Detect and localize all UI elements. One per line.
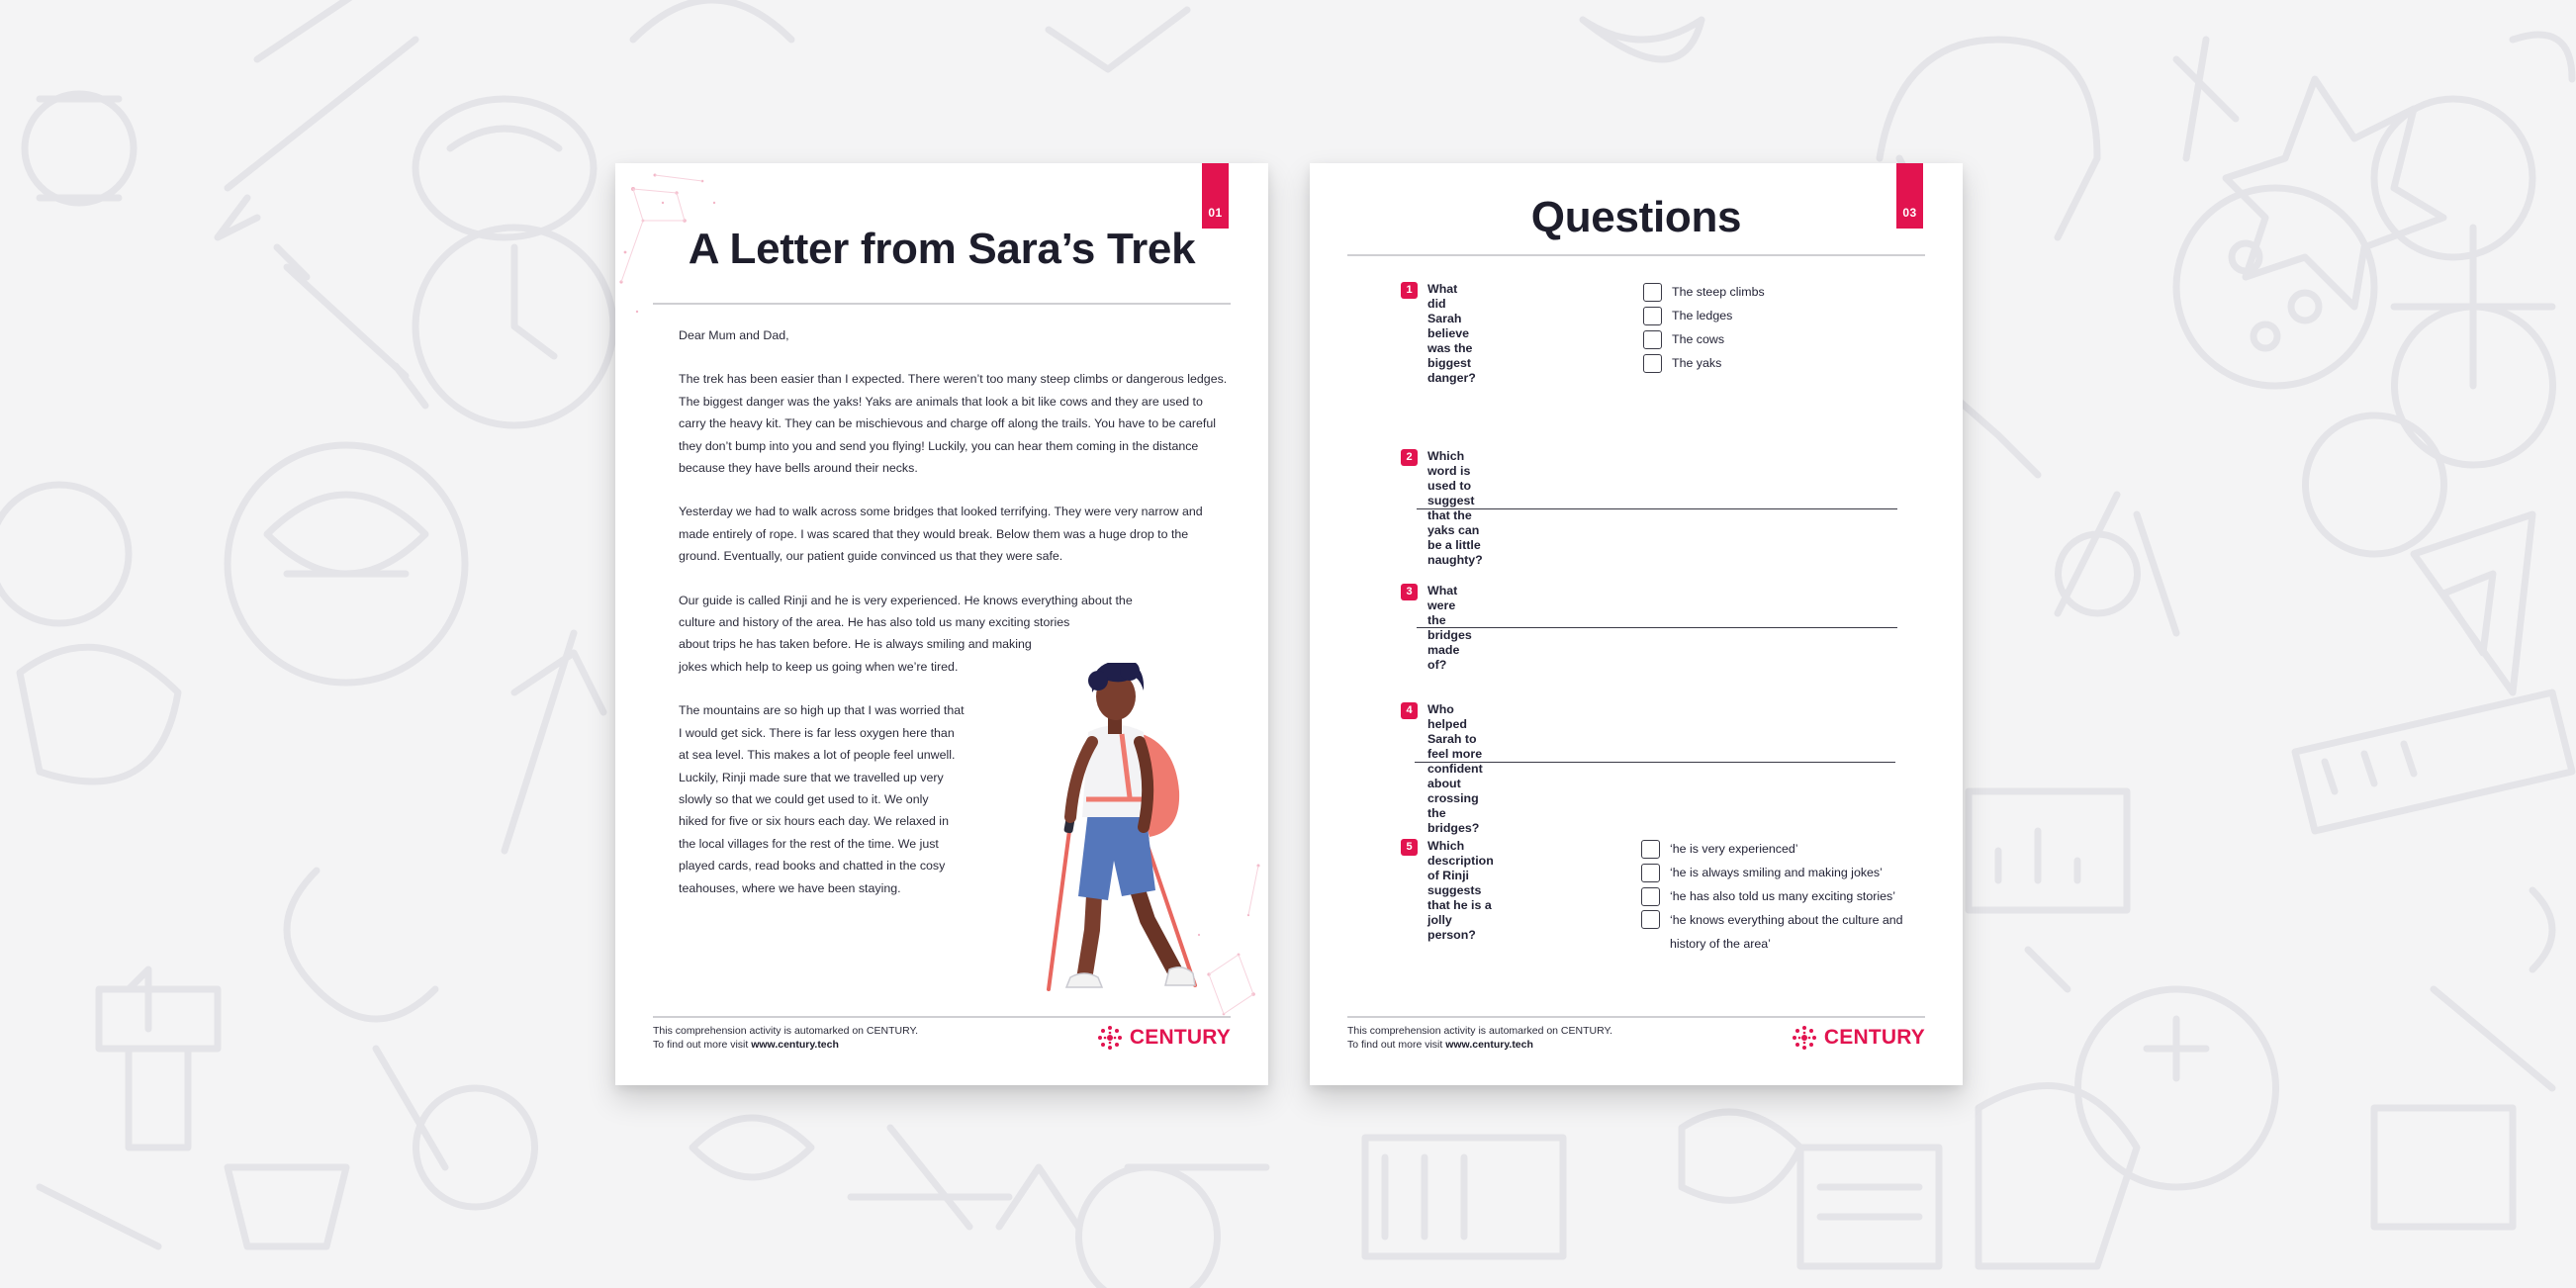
checkbox[interactable] — [1641, 910, 1660, 929]
brand-name: CENTURY — [1823, 1026, 1925, 1049]
brand-name: CENTURY — [1129, 1026, 1231, 1049]
checkbox[interactable] — [1643, 330, 1662, 349]
century-logo-icon — [1096, 1024, 1124, 1052]
question-text-line: Who helped Sarah to feel more confident about — [1427, 702, 1483, 790]
question-number: 1 — [1401, 282, 1418, 299]
page-number-tab: 03 — [1896, 163, 1923, 229]
footer-line-prefix: To find out more visit — [1347, 1039, 1446, 1051]
answer-line[interactable] — [1417, 508, 1897, 509]
question-text-line: Which word is used to suggest that the yaks can — [1427, 449, 1480, 537]
question-number: 4 — [1401, 702, 1418, 719]
brand-logo — [1791, 1024, 1925, 1052]
answer-option[interactable] — [1641, 837, 1927, 861]
letter-paragraph-4-line: teahouses, where we have been staying. — [679, 880, 901, 895]
letter-greeting: Dear Mum and Dad, — [679, 328, 789, 342]
footer-line-prefix: To find out more visit — [653, 1039, 752, 1051]
answer-option[interactable] — [1643, 280, 1765, 304]
brand-logo — [1096, 1024, 1231, 1052]
page-number-tab: 01 — [1202, 163, 1229, 229]
footer-divider — [1347, 1016, 1925, 1018]
checkbox[interactable] — [1643, 283, 1662, 302]
option-label: ‘he is very experienced’ — [1670, 842, 1798, 856]
question-number: 3 — [1401, 584, 1418, 600]
footer-line: This comprehension activity is automarked on CENTURY. — [653, 1025, 919, 1037]
question-text — [1427, 282, 1476, 386]
question-text-line: What did Sarah believe was the — [1427, 282, 1473, 355]
title-divider — [653, 303, 1231, 305]
letter-paragraph-4-line: played cards, read books and chatted in the cosy — [679, 859, 946, 874]
question-text-line: biggest danger? — [1427, 356, 1476, 385]
footer-line: This comprehension activity is automarked on CENTURY. — [1347, 1025, 1613, 1037]
title-divider — [1347, 254, 1925, 256]
checkbox[interactable] — [1643, 307, 1662, 325]
footer-note — [653, 1024, 918, 1052]
question-text — [1427, 702, 1483, 836]
answer-line[interactable] — [1415, 762, 1895, 763]
letter-paragraph-4-line: Luckily, Rinji made sure that we travelled up very — [679, 770, 944, 784]
letter-paragraph-4-line: I would get sick. There is far less oxygen here than — [679, 725, 955, 740]
answer-option[interactable] — [1641, 908, 1927, 954]
question-text-line: What were the bridges made of? — [1427, 584, 1472, 672]
letter-paragraph-4-line: hiked for five or six hours each day. We relaxed in — [679, 814, 949, 829]
hiker-illustration — [1019, 663, 1227, 999]
question-text-line: suggests that he is a jolly person? — [1427, 883, 1492, 942]
letter-paragraph-3-line: about trips he has taken before. He is always smiling and making — [679, 637, 1032, 652]
letter-paragraph-4-line: slowly so that we could get used to it. We only — [679, 791, 929, 806]
question-text — [1427, 584, 1472, 673]
option-label: ‘he has also told us many exciting stories’ — [1670, 889, 1895, 903]
checkbox[interactable] — [1641, 864, 1660, 882]
checkbox[interactable] — [1641, 887, 1660, 906]
question-1-options — [1643, 280, 1765, 375]
letter-paragraph-4-line: the local villages for the rest of the time. We just — [679, 836, 939, 851]
page-title: Questions — [1530, 193, 1742, 241]
option-label: The ledges — [1672, 309, 1733, 322]
option-label: The yaks — [1672, 356, 1722, 370]
question-5-options — [1641, 837, 1927, 954]
checkbox[interactable] — [1641, 840, 1660, 859]
question-number: 5 — [1401, 839, 1418, 856]
footer-link[interactable]: www.century.tech — [1445, 1039, 1533, 1051]
answer-line[interactable] — [1417, 627, 1897, 628]
answer-option[interactable] — [1641, 884, 1927, 908]
letter-paragraph-3-line: culture and history of the area. He has also told us many exciting stories — [679, 615, 1070, 630]
question-text-line: be a little naughty? — [1427, 538, 1483, 567]
century-logo-icon — [1791, 1024, 1818, 1052]
letter-page — [615, 163, 1268, 1085]
option-label: ‘he knows everything about the culture and history of the area’ — [1670, 913, 1903, 951]
answer-option[interactable] — [1643, 327, 1765, 351]
questions-page — [1310, 163, 1963, 1085]
footer-link[interactable]: www.century.tech — [751, 1039, 839, 1051]
option-label: ‘he is always smiling and making jokes’ — [1670, 866, 1883, 879]
checkbox[interactable] — [1643, 354, 1662, 373]
option-label: The cows — [1672, 332, 1725, 346]
answer-option[interactable] — [1641, 861, 1927, 884]
footer-divider — [653, 1016, 1231, 1018]
letter-paragraph-2: Yesterday we had to walk across some bridges that looked terrifying. They were very narrow and made entirely of rope. I was scared that they would break. Below them was a huge drop to the ground. Eventually, our patient guide convinced us that they were safe. — [679, 505, 1203, 564]
letter-paragraph-3-line: jokes which help to keep us going when we’re tired. — [679, 659, 959, 674]
letter-paragraph-4-line: at sea level. This makes a lot of people feel unwell. — [679, 748, 956, 763]
letter-paragraph-3-line: Our guide is called Rinji and he is very experienced. He knows everything about the — [679, 593, 1133, 607]
question-number: 2 — [1401, 449, 1418, 466]
option-label: The steep climbs — [1672, 285, 1765, 299]
question-text-line: Which description of Rinji — [1427, 839, 1494, 882]
footer-note — [1347, 1024, 1612, 1052]
question-text-line: crossing the bridges? — [1427, 791, 1480, 835]
page-title: A Letter from Sara’s Trek — [688, 225, 1196, 273]
question-text — [1427, 839, 1494, 943]
answer-option[interactable] — [1643, 304, 1765, 327]
letter-paragraph-4-line: The mountains are so high up that I was worried that — [679, 703, 965, 718]
letter-paragraph-1: The trek has been easier than I expected. There weren’t too many steep climbs or dangerous ledges. The biggest danger was the yaks! Yaks are animals that look a bit like cows and they are used to carry the heavy kit. They can be mischievous and charge off along the trails. You have to be careful they don’t bump into you and send you flying! Luckily, you can hear them coming in the distance because they have bells around their necks. — [679, 372, 1228, 476]
answer-option[interactable] — [1643, 351, 1765, 375]
